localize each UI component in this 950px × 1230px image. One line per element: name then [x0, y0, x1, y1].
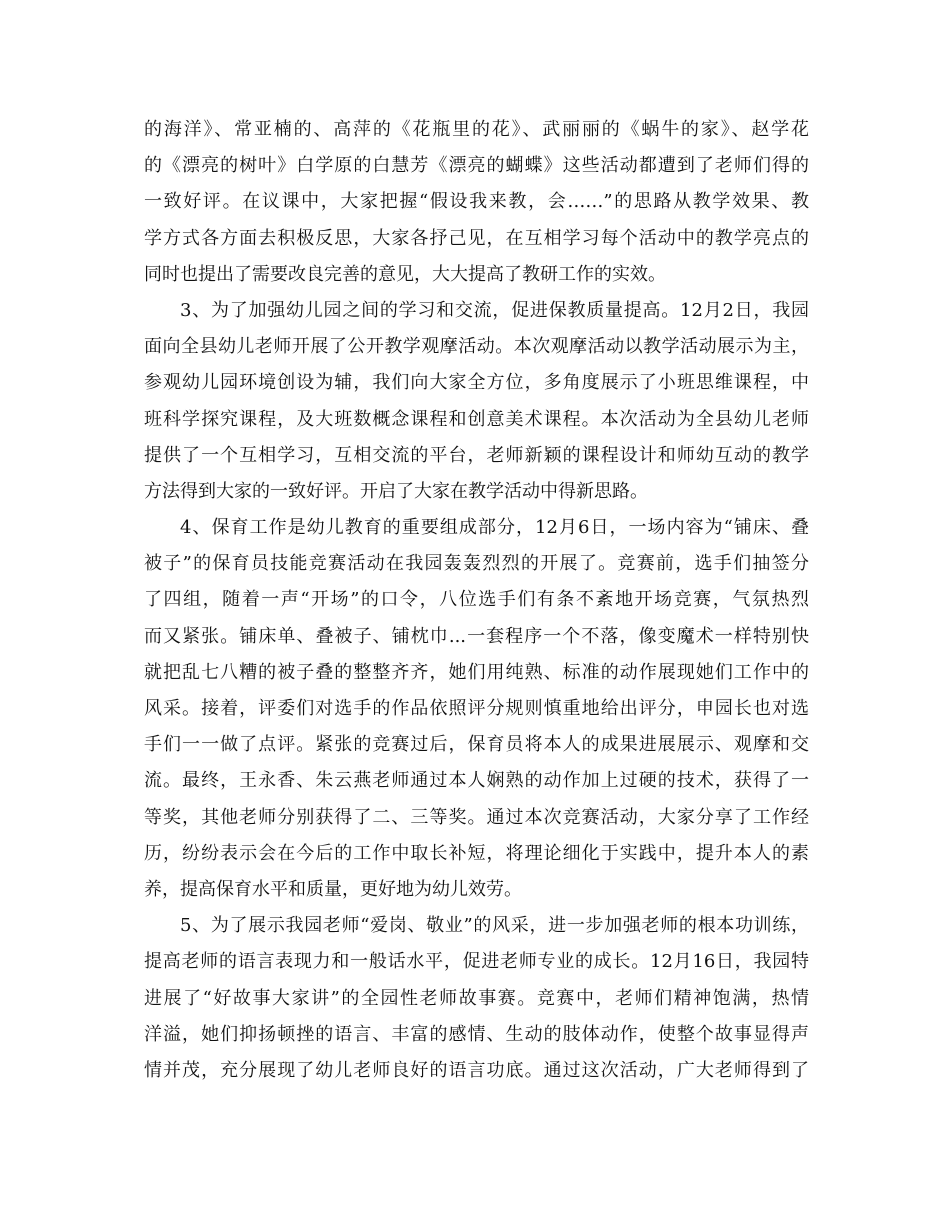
paragraph [144, 112, 809, 293]
text-line: 面向全县幼儿老师开展了公开教学观摩活动。本次观摩活动以教学活动展示为主， [144, 336, 809, 358]
text-line: 情并茂，充分展现了幼儿老师良好的语言功底。通过这次活动，广大老师得到了 [144, 1059, 809, 1081]
text-line: 4、保育工作是幼儿教育的重要组成部分，12月6日，一场内容为“铺床、叠 [180, 517, 809, 539]
text-line: 班科学探究课程，及大班数概念课程和创意美术课程。本次活动为全县幼儿老师 [144, 408, 809, 430]
text-line: 5、为了展示我园老师“爱岗、敬业”的风采，进一步加强老师的根本功训练， [180, 915, 809, 937]
text-line: 同时也提出了需要改良完善的意见，大大提高了教研工作的实效。 [144, 263, 666, 285]
text-line: 提供了一个互相学习，互相交流的平台，老师新颖的课程设计和师幼互动的教学 [144, 444, 809, 466]
text-line: 3、为了加强幼儿园之间的学习和交流，促进保教质量提高。12月2日，我园 [180, 299, 809, 321]
text-line: 就把乱七八糟的被子叠的整整齐齐，她们用纯熟、标准的动作展现她们工作中的 [144, 661, 809, 683]
paragraph [144, 510, 809, 908]
text-line: 的海洋》、常亚楠的、高萍的《花瓶里的花》、武丽丽的《蜗牛的家》、赵学花 [144, 119, 809, 140]
text-line: 被子”的保育员技能竞赛活动在我园轰轰烈烈的开展了。竞赛前，选手们抽签分 [144, 553, 809, 575]
text-line: 风采。接着，评委们对选手的作品依照评分规则慎重地给出评分，申园长也对选 [144, 698, 809, 719]
text-line: 了四组，随着一声“开场”的口令，八位选手们有条不紊地开场竞赛，气氛热烈 [144, 589, 809, 611]
text-line: 手们一一做了点评。紧张的竞赛过后，保育员将本人的成果进展展示、观摩和交 [144, 734, 809, 756]
text-line: 养，提高保育水平和质量，更好地为幼儿效劳。 [144, 878, 522, 900]
paragraph [144, 908, 809, 1089]
text-line: 的《漂亮的树叶》白学原的白慧芳《漂亮的蝴蝶》这些活动都遭到了老师们得的 [144, 155, 809, 177]
document-body [144, 112, 809, 1089]
text-line: 流。最终，王永香、朱云燕老师通过本人娴熟的动作加上过硬的技术，获得了一 [144, 770, 809, 792]
text-line: 方法得到大家的一致好评。开启了大家在教学活动中得新思路。 [144, 480, 648, 502]
text-line: 学方式各方面去积极反思，大家各抒己见，在互相学习每个活动中的教学亮点的 [144, 227, 809, 249]
paragraph [144, 293, 809, 510]
text-line: 历，纷纷表示会在今后的工作中取长补短，将理论细化于实践中，提升本人的素 [144, 842, 809, 864]
text-line: 参观幼儿园环境创设为辅，我们向大家全方位，多角度展示了小班思维课程，中 [144, 372, 809, 394]
text-line: 而又紧张。铺床单、叠被子、铺枕巾...一套程序一个不落，像变魔术一样特别快 [144, 625, 809, 647]
text-line: 等奖，其他老师分别获得了二、三等奖。通过本次竞赛活动，大家分享了工作经 [144, 806, 809, 828]
text-line: 洋溢，她们抑扬顿挫的语言、丰富的感情、生动的肢体动作，使整个故事显得声 [144, 1023, 809, 1045]
text-line: 提高老师的语言表现力和一般话水平，促进老师专业的成长。12月16日，我园特 [144, 951, 809, 973]
text-line: 一致好评。在议课中，大家把握“假设我来教，会……”的思路从教学效果、教 [144, 191, 809, 213]
text-line: 进展了“好故事大家讲”的全园性老师故事赛。竞赛中，老师们精神饱满，热情 [144, 987, 809, 1009]
